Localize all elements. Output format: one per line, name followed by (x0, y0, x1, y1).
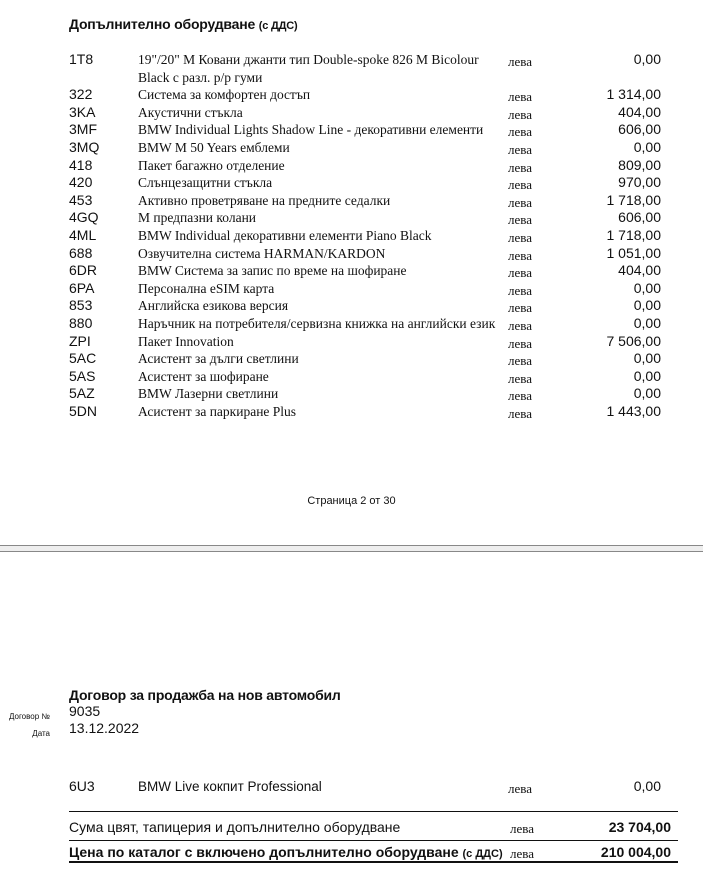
table-row (0, 139, 703, 157)
page-separator (0, 545, 703, 552)
total-label (69, 844, 503, 860)
table-row (0, 157, 703, 175)
option-currency: лева (508, 317, 532, 333)
total-label-suffix: (с ДДС) (462, 848, 503, 860)
option-code: 688 (69, 244, 93, 261)
option-code: 453 (69, 191, 93, 208)
option-code: 5DN (69, 402, 98, 419)
option-description: BMW Система за запис по време на шофиране (138, 263, 407, 279)
option-currency: лева (508, 141, 532, 157)
option-code: 5AZ (69, 385, 95, 402)
option-description: BMW Лазерни светлини (138, 386, 279, 402)
option-code: 880 (69, 314, 93, 331)
option-amount: 0,00 (633, 350, 661, 367)
option-currency: лева (508, 300, 532, 316)
option-description: Асистент за шофиране (138, 368, 269, 384)
option-currency: лева (508, 54, 532, 69)
option-currency: лева (508, 282, 532, 298)
table-row (0, 51, 703, 86)
total-currency: лева (510, 821, 534, 836)
option-currency: лева (508, 405, 532, 421)
option-description: BMW Individual Lights Shadow Line - декоративни елементи (138, 122, 484, 138)
option-description: Пакет Innovation (138, 333, 234, 349)
option-description: Наръчник на потребителя/сервизна книжка на английски език (138, 315, 496, 331)
option-amount: 1 718,00 (606, 226, 661, 243)
option-amount: 0,00 (633, 297, 661, 314)
option-amount: 0,00 (633, 51, 661, 67)
option-description: Асистент за дълги светлини (138, 351, 299, 367)
option-currency: лева (508, 177, 532, 193)
option-code: 418 (69, 156, 93, 173)
option-description: Английска езикова версия (138, 298, 289, 314)
contract-date: 13.12.2022 (69, 720, 140, 736)
option-description: 19"/20" M Ковани джанти тип Double-spoke 826 M Bicolour Black с разл. р/р гуми (138, 52, 479, 85)
option-code: 6U3 (69, 778, 95, 794)
table-row (0, 192, 703, 210)
option-description: Пакет багажно отделение (138, 157, 285, 173)
option-amount: 1 314,00 (606, 86, 661, 103)
table-row (0, 385, 703, 403)
total-amount: 23 704,00 (608, 819, 671, 835)
table-row (0, 368, 703, 386)
option-currency: лева (508, 212, 532, 228)
option-description: Слънцезащитни стъкла (138, 175, 273, 191)
total-label: Сума цвят, тапицерия и допълнително оборудване (69, 819, 401, 835)
table-row (0, 403, 703, 421)
option-amount: 0,00 (633, 385, 661, 402)
option-description: Озвучителна система HARMAN/KARDON (138, 245, 386, 261)
option-description: Система за комфортен достъп (138, 87, 311, 103)
option-code: 6DR (69, 262, 98, 279)
option-amount: 606,00 (618, 209, 661, 226)
option-amount: 404,00 (618, 103, 661, 120)
option-description: BMW Individual декоративни елементи Piano Black (138, 227, 432, 243)
option-code: 5AC (69, 350, 97, 367)
option-code: 4GQ (69, 209, 99, 226)
option-code: 5AS (69, 367, 96, 384)
option-code: 1T8 (69, 51, 94, 67)
table-row (0, 174, 703, 192)
divider (69, 811, 678, 812)
option-code: 6PA (69, 279, 95, 296)
option-description: Акустични стъкла (138, 104, 243, 120)
option-description: M предпазни колани (138, 210, 257, 226)
table-row (0, 86, 703, 104)
option-currency: лева (508, 781, 532, 796)
option-code: 4ML (69, 226, 97, 243)
contract-number-label: Договор № (8, 712, 50, 721)
table-row (0, 333, 703, 351)
divider (69, 840, 678, 841)
table-row (0, 209, 703, 227)
option-currency: лева (508, 159, 532, 175)
table-row (0, 315, 703, 333)
total-currency: лева (510, 846, 534, 861)
table-row (0, 297, 703, 315)
option-currency: лева (508, 247, 532, 263)
option-currency: лева (508, 335, 532, 351)
option-currency: лева (508, 353, 532, 369)
option-amount: 0,00 (633, 367, 661, 384)
table-row (0, 350, 703, 368)
section-title (69, 16, 297, 32)
option-currency: лева (508, 229, 532, 245)
table-row (0, 778, 703, 796)
option-amount: 404,00 (618, 262, 661, 279)
option-amount: 1 718,00 (606, 191, 661, 208)
option-code: 3MQ (69, 138, 100, 155)
option-code: 853 (69, 297, 93, 314)
option-currency: лева (508, 106, 532, 122)
option-amount: 1 051,00 (606, 244, 661, 261)
table-row (0, 227, 703, 245)
option-code: 3MF (69, 121, 97, 138)
option-description: Асистент за паркиране Plus (138, 403, 297, 419)
contract-number: 9035 (69, 703, 101, 719)
divider (69, 861, 678, 863)
option-currency: лева (508, 124, 532, 140)
option-amount: 0,00 (633, 314, 661, 331)
total-amount: 210 004,00 (600, 844, 671, 860)
option-code: ZPI (69, 332, 91, 349)
option-description: Активно проветряване на предните седалки (138, 192, 391, 208)
option-amount: 0,00 (633, 279, 661, 296)
page-number: Страница 2 от 30 (307, 495, 396, 507)
options-list (0, 51, 703, 420)
contract-date-label: Дата (32, 729, 50, 738)
option-currency: лева (508, 388, 532, 404)
option-amount: 1 443,00 (606, 402, 661, 419)
option-code: 322 (69, 86, 93, 103)
section-title-suffix: (с ДДС) (258, 20, 298, 32)
table-row (0, 245, 703, 263)
option-amount: 970,00 (618, 174, 661, 191)
option-description: Персонална eSIM карта (138, 280, 275, 296)
option-description: BMW M 50 Years емблеми (138, 139, 290, 155)
option-code: 3KA (69, 103, 96, 120)
option-currency: лева (508, 370, 532, 386)
option-amount: 606,00 (618, 121, 661, 138)
option-code: 420 (69, 174, 93, 191)
table-row (0, 104, 703, 122)
option-currency: лева (508, 194, 532, 210)
option-description: BMW Live кокпит Professional (138, 779, 322, 794)
contract-title: Договор за продажба на нов автомобил (69, 687, 341, 703)
option-amount: 7 506,00 (606, 332, 661, 349)
total-label-text: Цена по каталог с включено допълнително оборудване (69, 844, 459, 860)
option-currency: лева (508, 265, 532, 281)
option-amount: 0,00 (633, 138, 661, 155)
option-amount: 809,00 (618, 156, 661, 173)
table-row (0, 262, 703, 280)
option-amount: 0,00 (633, 778, 661, 794)
table-row (0, 121, 703, 139)
option-currency: лева (508, 89, 532, 105)
table-row (0, 280, 703, 298)
section-title-text: Допълнително оборудване (69, 16, 256, 32)
